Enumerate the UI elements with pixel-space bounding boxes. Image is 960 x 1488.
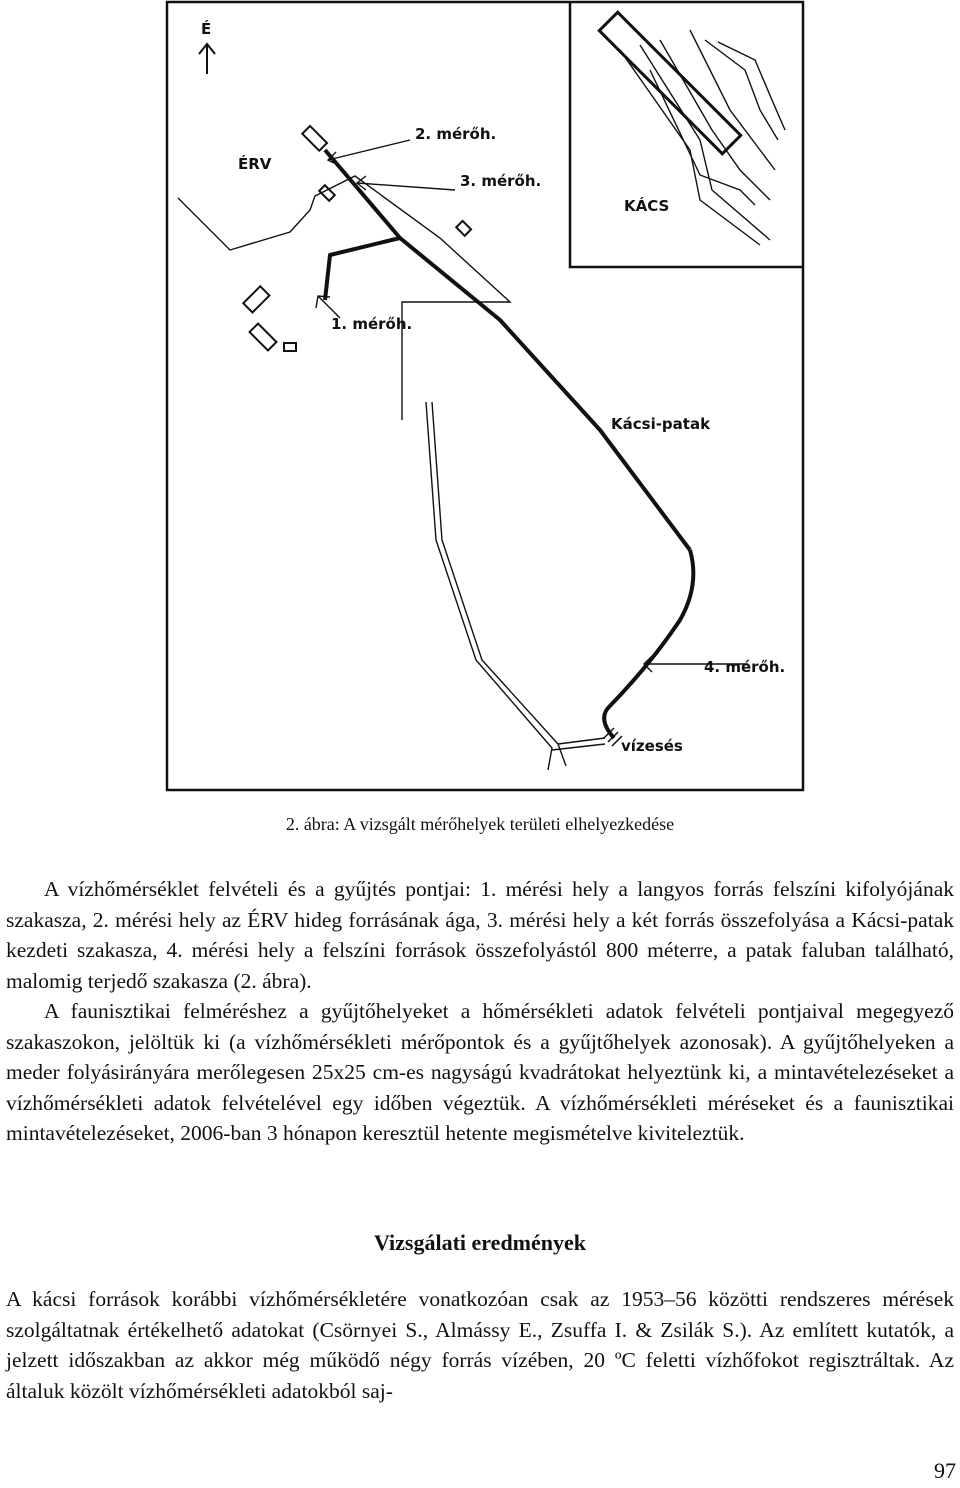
section-heading: Vizsgálati eredmények: [373, 1230, 587, 1255]
inset-frame: [570, 2, 803, 267]
building: [456, 221, 471, 236]
building: [284, 343, 296, 351]
erv-label: ÉRV: [238, 155, 272, 173]
north-arrow-icon: [199, 44, 215, 74]
kacsi-patak-stream: [325, 150, 693, 738]
measurement-point-3-label: 3. mérőh.: [460, 172, 542, 190]
body-paragraph-3: A kácsi források korábbi vízhőmérsékletére vonatkozóan csak az 1953–56 közötti rendszeres mérések szolgáltatnak értékelhető adatokat (Csörnyei S., Almássy E., Zsuffa I. & Zsilák S.). Az említett kutatók, a jelzett időszakban az akkor még működő négy forrás vízében, 20 ºC feletti vízhőfokot regisztráltak. Az általuk közölt vízhőmérsékleti adatokból saj-: [6, 1287, 954, 1403]
body-paragraph-1: A vízhőmérséklet felvételi és a gyűjtés pontjai: 1. mérési hely a langyos forrás felszíni kifolyójának szakasza, 2. mérési hely az ÉRV hideg forrásának ága, 3. mérési hely a két forrás összefolyása a Kácsi-patak kezdeti szakasza, 4. mérési hely a felszíni források összefolyástól 800 méterre, a patak faluban található, malomig terjedő szakasza (2. ábra).: [6, 877, 954, 993]
body-paragraph-2: A faunisztikai felméréshez a gyűjtőhelyeket a hőmérsékleti adatok felvételi pontjaival megegyező szakaszokon, jelöltük ki (a vízhőmérsékleti mérőpontok és a gyűjtőhelyek azonosak). A gyűjtőhelyeken a meder folyásirányára merőlegesen 25x25 cm-es nagyságú kvadrátokat helyeztünk ki, a mintavételezéseket a vízhőmérsékleti adatok felvételével egy időben végeztük. A vízhőmérsékleti méréseket és a faunisztikai mintavételezéseket, 2006-ban 3 hónapon keresztül hetente megismételve kiviteleztük.: [6, 999, 954, 1145]
waterfall-label: vízesés: [621, 737, 683, 755]
stream-label: Kácsi-patak: [611, 415, 711, 433]
building: [250, 324, 277, 351]
page-number: 97: [934, 1458, 956, 1483]
building: [302, 126, 327, 151]
building: [243, 286, 269, 312]
measurement-point-1-label: 1. mérőh.: [331, 315, 413, 333]
figure-caption: 2. ábra: A vizsgált mérőhelyek területi elhelyezkedése: [285, 814, 675, 834]
measurement-arrows: [316, 140, 748, 672]
measurement-point-4-label: 4. mérőh.: [704, 658, 786, 676]
north-label: É: [201, 20, 212, 38]
kacs-label: KÁCS: [624, 197, 670, 215]
road: [426, 402, 605, 770]
measurement-point-2-label: 2. mérőh.: [415, 125, 497, 143]
erv-boundary: [178, 176, 510, 420]
